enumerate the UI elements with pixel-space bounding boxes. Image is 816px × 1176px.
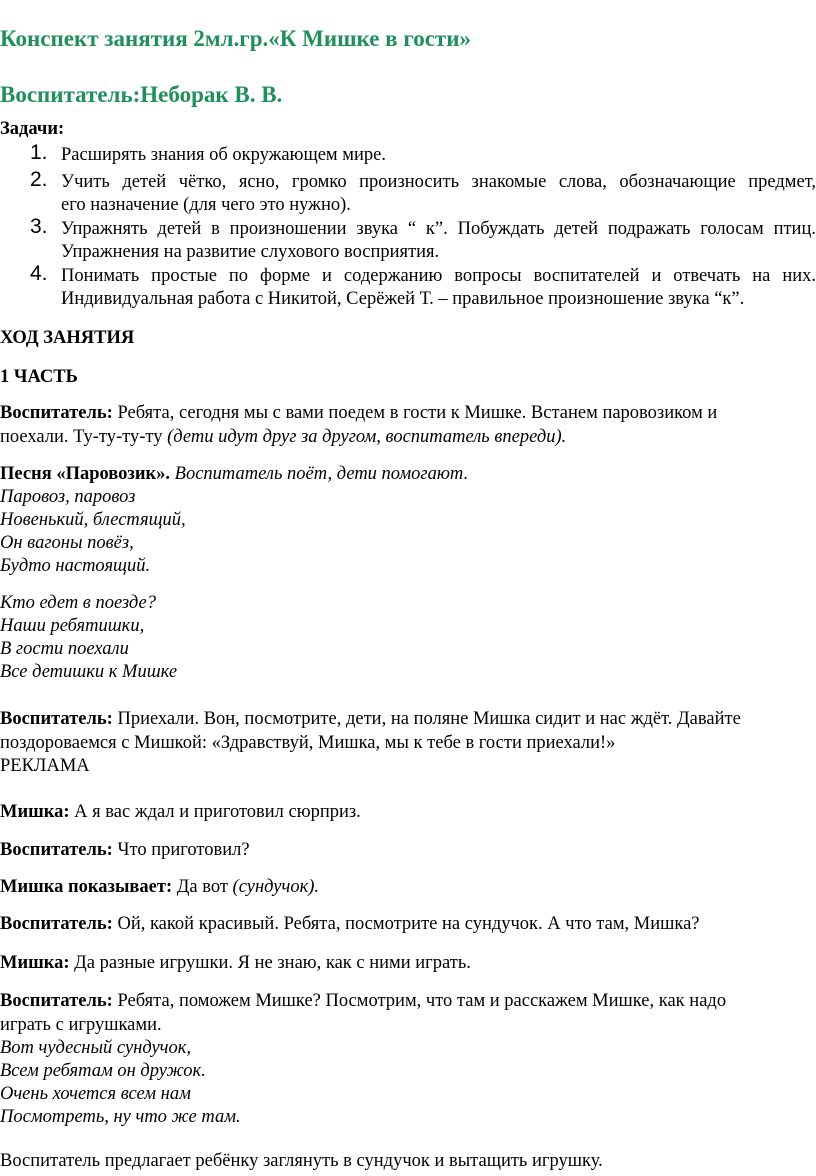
task-number: 3. (30, 215, 48, 238)
speech-text: поехали. Ту-ту-ту-ту (0, 427, 168, 447)
dialogue-line (0, 840, 250, 861)
tasks-heading: Задачи: (0, 119, 65, 139)
teacher-name: Воспитатель:Неборак В. В. (0, 82, 283, 107)
song-label: Песня «Паровозик». (0, 464, 171, 484)
section-heading: ХОД ЗАНЯТИЯ (0, 328, 135, 348)
task-line: Индивидуальная работа с Никитой, Серёжей Т. – правильное произношение звука “к”. (61, 289, 745, 309)
speech-text: Да вот (172, 877, 233, 897)
speaker-label: Воспитатель: (0, 709, 113, 729)
verse-line: Все детишки к Мишке (0, 662, 178, 682)
part-heading: 1 ЧАСТЬ (0, 367, 78, 387)
song-note-end: . (463, 464, 468, 484)
verse-line: Будто настоящий. (0, 556, 151, 576)
verse-line: Новенький, блестящий, (0, 510, 186, 530)
task-line: Расширять знания об окружающем мире. (61, 145, 386, 165)
paragraph-line: поздороваемся с Мишкой: «Здравствуй, Мишка, мы к тебе в гости приехали!» (0, 733, 616, 753)
speech-text: А я вас ждал и приготовил сюрприз. (69, 802, 361, 822)
stage-direction: (сундучок). (232, 877, 320, 897)
document-title: Конспект занятия 2мл.гр.«К Мишке в гости» (0, 26, 471, 51)
verse-line: В гости поехали (0, 639, 129, 659)
paragraph-line (0, 403, 717, 424)
speaker-label: Мишка: (0, 802, 70, 822)
verse-line: Посмотреть, ну что же там. (0, 1107, 241, 1127)
speaker-label: Воспитатель: (0, 914, 113, 934)
speech-text: Ребята, поможем Мишке? Посмотрим, что там и расскажем Мишке, как надо (112, 991, 727, 1011)
dialogue-line (0, 953, 471, 974)
verse-line: Наши ребятишки, (0, 616, 145, 636)
task-line: Упражнять детей в произношении звука “ к”. Побуждать детей подражать голосам птиц. (61, 219, 816, 239)
speech-text: Ребята, сегодня мы с вами поедем в гости к Мишке. Встанем паровозиком и (112, 403, 718, 423)
verse-line: Паровоз, паровоз (0, 487, 136, 507)
paragraph-line (0, 427, 566, 448)
dialogue-line: играть с игрушками. (0, 1015, 162, 1035)
speaker-label: Мишка показывает: (0, 877, 173, 897)
speech-text: Да разные игрушки. Я не знаю, как с ними играть. (69, 953, 471, 973)
task-line: его назначение (для чего это нужно). (61, 195, 351, 215)
song-note: Воспитатель поёт, дети помогают (170, 464, 464, 484)
verse-line: Вот чудесный сундучок, (0, 1038, 192, 1058)
task-line: Упражнения на развитие слухового восприятия. (61, 242, 440, 262)
speech-text: Что приготовил? (112, 840, 250, 860)
task-number: 1. (30, 141, 48, 164)
speaker-label: Воспитатель: (0, 991, 113, 1011)
paragraph-line: Воспитатель предлагает ребёнку заглянуть в сундучок и вытащить игрушку. (0, 1151, 603, 1171)
verse-line: Очень хочется всем нам (0, 1084, 191, 1104)
speaker-label: Воспитатель: (0, 840, 113, 860)
task-line: Учить детей чётко, ясно, громко произносить знакомые слова, обозначающие предмет, (61, 172, 816, 192)
verse-line: Он вагоны повёз, (0, 533, 134, 553)
paragraph-line: РЕКЛАМА (0, 756, 90, 776)
dialogue-line (0, 914, 700, 935)
task-line: Понимать простые по форме и содержанию вопросы воспитателей и отвечать на них. (61, 266, 816, 286)
speaker-label: Воспитатель: (0, 403, 113, 423)
song-heading (0, 464, 468, 485)
verse-line: Кто едет в поезде? (0, 593, 156, 613)
dialogue-line (0, 802, 361, 823)
stage-direction: (дети идут друг за другом, воспитатель впереди). (167, 427, 567, 447)
paragraph-line (0, 709, 741, 730)
task-number: 4. (30, 262, 48, 285)
dialogue-line (0, 991, 726, 1012)
verse-line: Всем ребятам он дружок. (0, 1061, 206, 1081)
dialogue-line (0, 877, 319, 898)
task-number: 2. (30, 168, 48, 191)
speech-text: Ой, какой красивый. Ребята, посмотрите на сундучок. А что там, Мишка? (112, 914, 700, 934)
speech-text: Приехали. Вон, посмотрите, дети, на поляне Мишка сидит и нас ждёт. Давайте (112, 709, 741, 729)
speaker-label: Мишка: (0, 953, 70, 973)
